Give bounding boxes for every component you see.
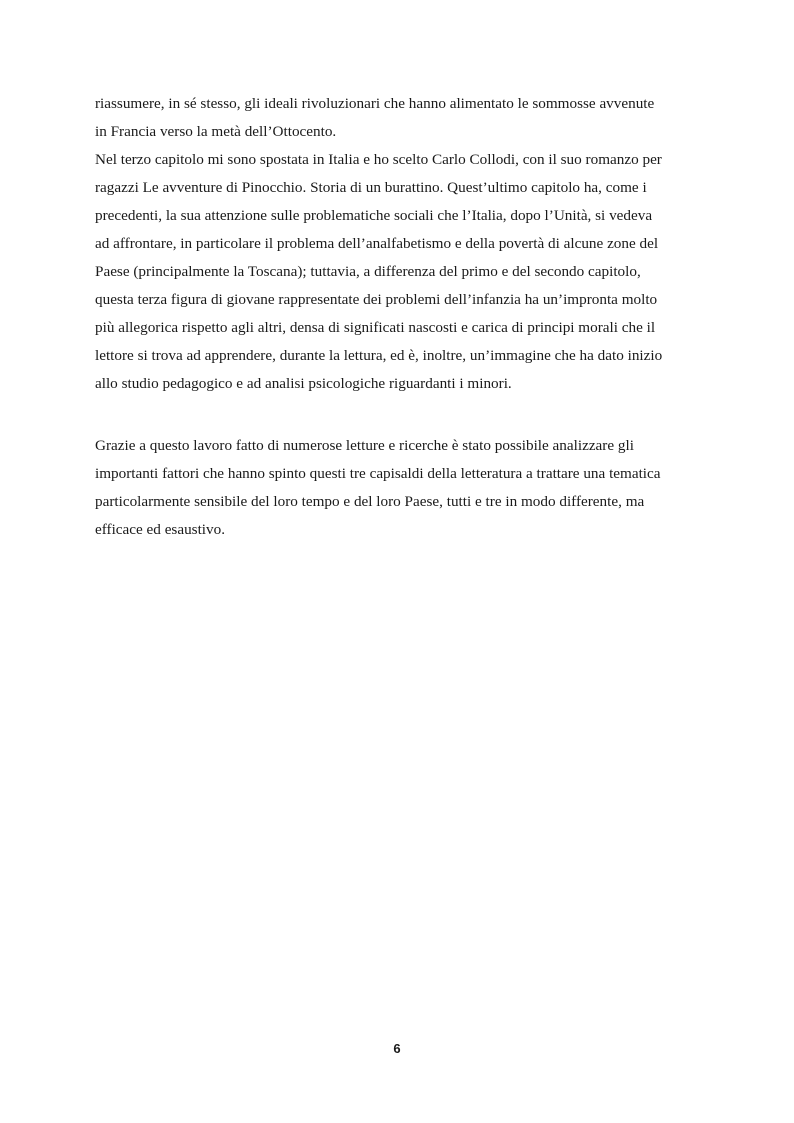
paragraph-block-1 <box>95 90 705 398</box>
text-line: allo studio pedagogico e ad analisi psicologiche riguardanti i minori. <box>95 375 512 392</box>
text-line: efficace ed esaustivo. <box>95 521 226 538</box>
text-line: ad affrontare, in particolare il problema dell’analfabetismo e della povertà di alcune zone del <box>95 235 659 252</box>
text-line: precedenti, la sua attenzione sulle problematiche sociali che l’Italia, dopo l’Unità, si vedeva <box>95 207 653 224</box>
text-line: questa terza figura di giovane rappresentate dei problemi dell’infanzia ha un’impronta molto <box>95 291 658 308</box>
page-number: 6 <box>393 1041 401 1056</box>
text-line: riassumere, in sé stesso, gli ideali rivoluzionari che hanno alimentato le sommosse avvenute <box>95 95 655 112</box>
text-line: in Francia verso la metà dell’Ottocento. <box>95 123 337 140</box>
text-line: particolarmente sensibile del loro tempo e del loro Paese, tutti e tre in modo differente, ma <box>95 493 645 510</box>
text-line: ragazzi Le avventure di Pinocchio. Storia di un burattino. Quest’ultimo capitolo ha, come i <box>95 179 647 196</box>
text-line: Nel terzo capitolo mi sono spostata in Italia e ho scelto Carlo Collodi, con il suo romanzo per <box>95 151 662 168</box>
text-line: Paese (principalmente la Toscana); tuttavia, a differenza del primo e del secondo capitolo, <box>95 263 641 280</box>
text-line: più allegorica rispetto agli altri, densa di significati nascosti e carica di principi morali che il <box>95 319 656 336</box>
paragraph-block-2 <box>95 432 705 544</box>
text-line: Grazie a questo lavoro fatto di numerose letture e ricerche è stato possibile analizzare gli <box>95 437 634 454</box>
text-line: lettore si trova ad apprendere, durante la lettura, ed è, inoltre, un’immagine che ha dato inizio <box>95 347 663 364</box>
text-line: importanti fattori che hanno spinto questi tre capisaldi della letteratura a trattare una tematica <box>95 465 661 482</box>
